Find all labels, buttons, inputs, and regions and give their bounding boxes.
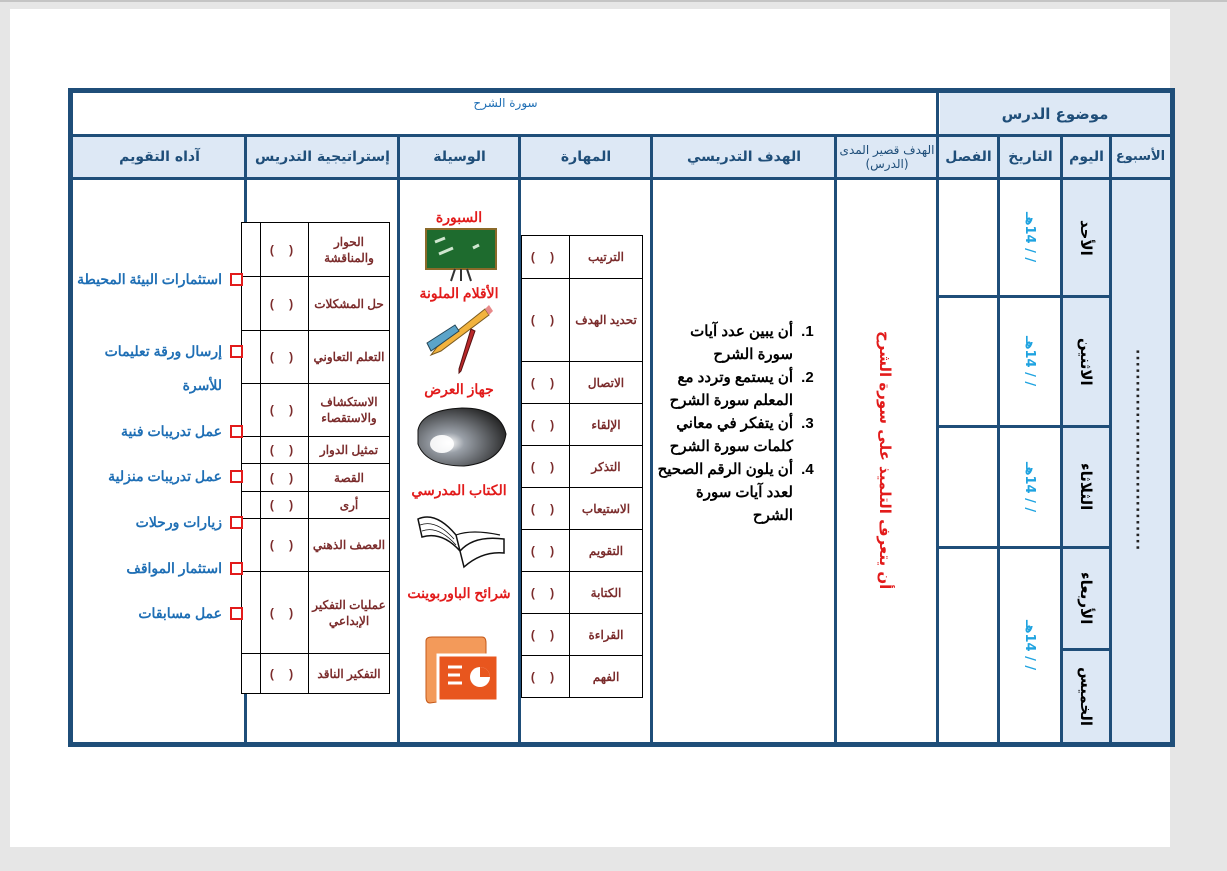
topic-label: موضوع الدرس: [940, 93, 1170, 136]
topic-value: سورة الشرح: [473, 96, 538, 110]
skill-checkbox[interactable]: ( ): [522, 279, 570, 362]
strategy-label: الحوار والمناقشة: [309, 223, 390, 277]
strategy-empty-cell: [242, 223, 261, 277]
strategy-checkbox[interactable]: ( ): [261, 464, 309, 492]
strategy-checkbox[interactable]: ( ): [261, 223, 309, 277]
strategy-label: أرى: [309, 492, 390, 519]
header-short-goal: الهدف قصير المدى (الدرس): [836, 136, 938, 179]
strategy-empty-cell: [242, 437, 261, 464]
strategy-label: التعلم التعاوني: [309, 331, 390, 384]
skill-checkbox[interactable]: ( ): [522, 404, 570, 446]
strategy-empty-cell: [242, 519, 261, 572]
strategy-checkbox[interactable]: ( ): [261, 572, 309, 654]
strategy-checkbox[interactable]: ( ): [261, 331, 309, 384]
day-thursday: [1062, 651, 1110, 742]
date-value[interactable]: / / 14هـ: [1022, 461, 1037, 513]
media-label-pencils: الأقلام الملونة: [419, 285, 499, 301]
skill-checkbox[interactable]: ( ): [522, 446, 570, 488]
col-divider: [650, 136, 653, 742]
day-sunday: [1062, 180, 1110, 295]
objective-item: 2. أن يستمع وتردد مع المعلم سورة الشرح: [655, 366, 797, 412]
day-label: الثلاثاء: [1077, 463, 1095, 511]
colored-pencils-icon: [425, 303, 495, 375]
header-teaching-goal: الهدف التدريسي: [652, 136, 836, 179]
date-tuesday[interactable]: [999, 428, 1060, 546]
skill-checkbox[interactable]: ( ): [522, 530, 570, 572]
header-strategy: إستراتيجية التدريس: [246, 136, 399, 179]
objective-item: 4. أن يلون الرقم الصحيح لعدد آيات سورة الشرح: [655, 458, 797, 527]
open-book-icon: [412, 505, 510, 575]
day-label: الخميس: [1077, 667, 1095, 726]
evaluation-label: عمل مسابقات: [138, 605, 222, 621]
skill-checkbox[interactable]: ( ): [522, 572, 570, 614]
skill-label: التقويم: [570, 530, 643, 572]
strategy-label: العصف الذهني: [309, 519, 390, 572]
evaluation-item[interactable]: [75, 551, 243, 596]
evaluation-label: زيارات ورحلات: [135, 514, 222, 530]
evaluation-item[interactable]: [75, 459, 243, 505]
week-dots-text: ................................: [1132, 348, 1149, 552]
checkbox-icon[interactable]: [230, 607, 243, 620]
header-day: اليوم: [1062, 136, 1111, 179]
col-divider: [397, 136, 400, 742]
skill-label: الاستيعاب: [570, 488, 643, 530]
strategy-label: تمثيل الدوار: [309, 437, 390, 464]
strategy-label: القصة: [309, 464, 390, 492]
date-wednesday-thursday[interactable]: [999, 549, 1060, 742]
strategy-empty-cell: [242, 572, 261, 654]
skill-checkbox[interactable]: ( ): [522, 656, 570, 698]
header-media: الوسيلة: [399, 136, 520, 179]
strategy-checkbox[interactable]: ( ): [261, 384, 309, 437]
evaluation-label: عمل تدريبات فنية: [120, 423, 222, 439]
skill-checkbox[interactable]: ( ): [522, 614, 570, 656]
media-label-powerpoint: شرائح الباوربوينت: [407, 585, 511, 601]
date-value[interactable]: / / 14هـ: [1022, 212, 1037, 263]
strategy-empty-cell: [242, 464, 261, 492]
checkbox-icon[interactable]: [230, 273, 243, 286]
strategy-checkbox[interactable]: ( ): [261, 277, 309, 331]
week-value: [1111, 300, 1170, 600]
skill-label: الاتصال: [570, 362, 643, 404]
checkbox-icon[interactable]: [230, 562, 243, 575]
short-goal-text: أن يتعرف التلميذ على سورة الشرح: [876, 330, 894, 590]
media-label-chalkboard: السبورة: [435, 209, 483, 225]
header-week: الأسبوع: [1111, 136, 1170, 179]
day-monday: [1062, 298, 1110, 425]
strategy-checkbox[interactable]: ( ): [261, 437, 309, 464]
header-date: التاريخ: [999, 136, 1062, 179]
skill-label: تحديد الهدف: [570, 279, 643, 362]
strategy-label: التفكير الناقد: [309, 654, 390, 694]
strategy-checkbox[interactable]: ( ): [261, 519, 309, 572]
day-label: الاثنين: [1077, 337, 1095, 386]
checkbox-icon[interactable]: [230, 345, 243, 358]
strategy-label: حل المشكلات: [309, 277, 390, 331]
skill-label: القراءة: [570, 614, 643, 656]
checkbox-icon[interactable]: [230, 516, 243, 529]
skill-checkbox[interactable]: ( ): [522, 236, 570, 279]
evaluation-item[interactable]: [75, 334, 243, 414]
evaluation-item[interactable]: [75, 262, 243, 334]
day-label: الأحد: [1077, 219, 1095, 256]
evaluation-item[interactable]: [75, 505, 243, 551]
objective-item: 1. أن يبين عدد آيات سورة الشرح: [655, 320, 797, 366]
skills-table: [521, 235, 643, 698]
evaluation-label: استثمار المواقف: [126, 560, 222, 576]
skill-checkbox[interactable]: ( ): [522, 362, 570, 404]
skill-label: التذكر: [570, 446, 643, 488]
strategy-empty-cell: [242, 277, 261, 331]
teaching-objectives: [655, 320, 825, 527]
evaluation-label: استثمارات البيئة المحيطة: [77, 271, 222, 287]
evaluation-item[interactable]: [75, 596, 243, 636]
window-top-edge: [0, 0, 1227, 2]
strategy-empty-cell: [242, 492, 261, 519]
strategy-label: عمليات التفكير الإبداعي: [309, 572, 390, 654]
chalkboard-icon: [425, 228, 497, 282]
day-tuesday: [1062, 428, 1110, 546]
date-value[interactable]: / / 14هـ: [1022, 336, 1037, 387]
header-evaluation: آداه التقويم: [73, 136, 246, 179]
skill-label: الإلقاء: [570, 404, 643, 446]
strategy-checkbox[interactable]: ( ): [261, 492, 309, 519]
strategy-label: الاستكشاف والاستقصاء: [309, 384, 390, 437]
evaluation-item[interactable]: [75, 414, 243, 459]
day-label: الأربعاء: [1077, 572, 1095, 625]
col-divider: [936, 93, 939, 742]
date-sunday[interactable]: [999, 180, 1060, 295]
skill-label: الترتيب: [570, 236, 643, 279]
date-monday[interactable]: [999, 298, 1060, 425]
strategies-table: [241, 222, 390, 694]
checkbox-icon[interactable]: [230, 425, 243, 438]
header-class: الفصل: [938, 136, 999, 179]
media-label-projector: جهاز العرض: [424, 381, 494, 397]
strategy-empty-cell: [242, 654, 261, 694]
header-divider: [73, 134, 1170, 137]
media-label-book: الكتاب المدرسي: [411, 482, 507, 498]
projector-icon: [412, 400, 510, 472]
short-goal: [836, 180, 934, 740]
objective-item: 3. أن يتفكر في معاني كلمات سورة الشرح: [655, 412, 797, 458]
strategy-empty-cell: [242, 331, 261, 384]
skill-label: الكتابة: [570, 572, 643, 614]
evaluation-list: [75, 262, 243, 636]
skill-label: الفهم: [570, 656, 643, 698]
date-value[interactable]: / / 14هـ: [1022, 620, 1037, 671]
evaluation-label: إرسال ورقة تعليمات للأسرة: [104, 343, 222, 393]
powerpoint-icon: [422, 635, 502, 707]
checkbox-icon[interactable]: [230, 470, 243, 483]
strategy-empty-cell: [242, 384, 261, 437]
strategy-checkbox[interactable]: ( ): [261, 654, 309, 694]
header-skill: المهارة: [520, 136, 652, 179]
evaluation-label: عمل تدريبات منزلية: [108, 468, 222, 484]
skill-checkbox[interactable]: ( ): [522, 488, 570, 530]
day-wednesday: [1062, 549, 1110, 648]
